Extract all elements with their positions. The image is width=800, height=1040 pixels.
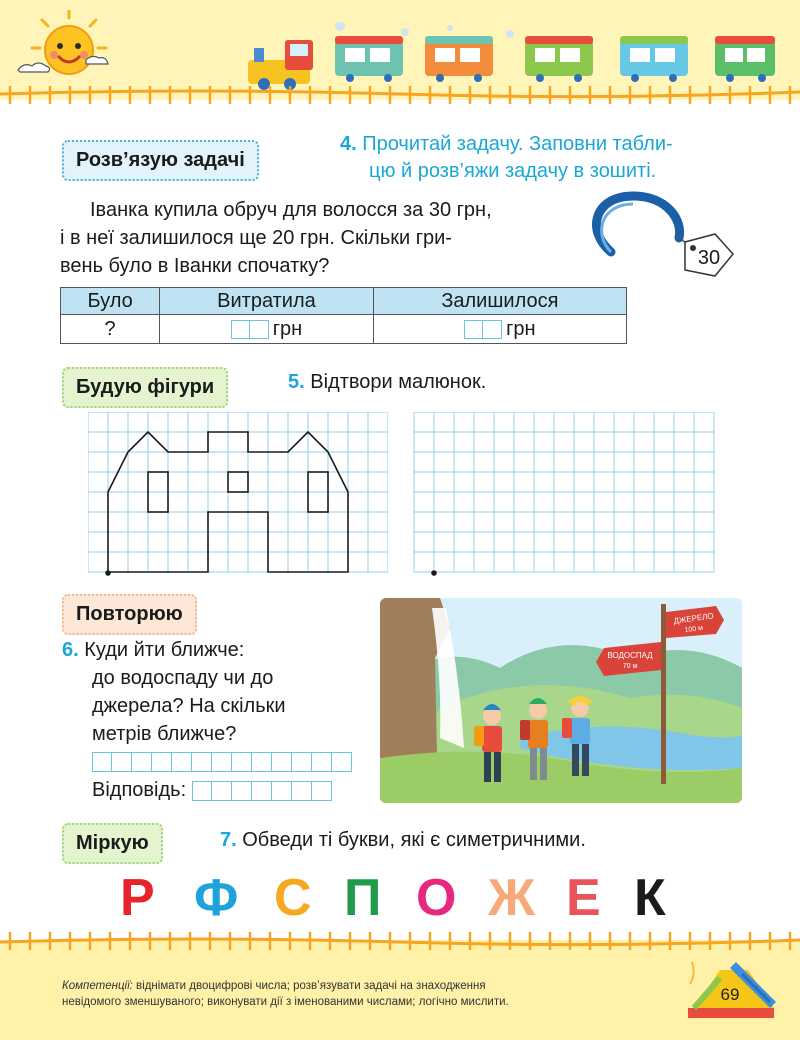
table-header-left: Залишилося xyxy=(373,288,626,315)
task6-line2: до водоспаду чи до xyxy=(92,667,274,689)
answer-row xyxy=(92,779,332,802)
solution-cell[interactable] xyxy=(312,752,332,772)
competencies-text-line2: невідомого зменшуваного; виконувати дії з іменованими числами; логічно мислити. xyxy=(62,996,509,1008)
competencies-text-line1: віднімати двоцифрові числа; розв’язувати задачі на знаходження xyxy=(132,980,486,992)
answer-cells[interactable] xyxy=(192,781,332,801)
problem-line3: вень було в Іванки спочатку? xyxy=(60,255,330,277)
table-cell-spent[interactable] xyxy=(160,315,374,344)
sign-spring-name: ДЖЕРЕЛО xyxy=(673,611,715,626)
table-unit-left: грн xyxy=(506,317,536,340)
answer-cell[interactable] xyxy=(312,781,332,801)
answer-label: Відповідь: xyxy=(92,779,187,801)
top-fence-decoration xyxy=(0,84,800,106)
task6-line4: метрів ближче? xyxy=(92,723,237,745)
task7-instruction-text: Обведи ті букви, які є симетричними. xyxy=(242,829,586,851)
task6-line1: Куди йти ближче: xyxy=(84,639,245,661)
section-label-solving-problems: Розв’язую задачі xyxy=(62,140,259,181)
start-point-marker xyxy=(105,570,111,576)
letter-r[interactable]: Р xyxy=(120,869,155,927)
sun-illustration xyxy=(14,10,114,90)
letters-row xyxy=(120,868,680,927)
solution-cell[interactable] xyxy=(272,752,292,772)
solution-cell[interactable] xyxy=(252,752,272,772)
task5-instruction xyxy=(288,371,486,394)
task6-question xyxy=(62,636,362,748)
solution-cell[interactable] xyxy=(112,752,132,772)
task4-instruction-line1: Прочитай задачу. Заповни табли- xyxy=(362,133,673,155)
answer-cell[interactable] xyxy=(212,781,232,801)
answer-cell[interactable] xyxy=(292,781,312,801)
answer-digit-box[interactable] xyxy=(483,320,502,339)
sample-drawing-grid xyxy=(88,412,388,576)
letter-zh[interactable]: Ж xyxy=(488,869,535,927)
task4-table xyxy=(60,287,627,344)
task4-problem-text xyxy=(60,196,570,280)
task5-number: 5. xyxy=(288,371,305,393)
answer-digit-box[interactable] xyxy=(250,320,269,339)
solution-cells-row[interactable] xyxy=(92,752,352,772)
table-unit-spent: грн xyxy=(272,317,303,340)
empty-drawing-grid[interactable] xyxy=(413,412,716,576)
task5-instruction-text: Відтвори малюнок. xyxy=(310,371,487,393)
start-point-marker xyxy=(431,570,437,576)
table-cell-had xyxy=(61,315,160,344)
table-header-spent: Витратила xyxy=(160,288,374,315)
competencies-label: Компетенції: xyxy=(62,980,133,992)
bottom-fence-decoration xyxy=(0,930,800,952)
sign-waterfall-distance: 70 м xyxy=(622,663,638,670)
waterfall-spring-scene-illustration xyxy=(380,598,742,803)
hair-hoop-price-tag-illustration xyxy=(575,190,745,290)
section-label-repeating: Повторюю xyxy=(62,594,197,635)
task4-instruction xyxy=(340,131,750,185)
letter-k[interactable]: К xyxy=(634,869,666,927)
table-header-had: Було xyxy=(61,288,160,315)
sign-waterfall-name: ВОДОСПАД xyxy=(607,651,653,660)
answer-cell[interactable] xyxy=(232,781,252,801)
task6-line3: джерела? На скільки xyxy=(92,695,286,717)
answer-digit-box[interactable] xyxy=(464,320,483,339)
problem-line2: і в неї залишилося ще 20 грн. Скільки гри- xyxy=(60,227,452,249)
sign-spring-distance: 100 м xyxy=(684,624,704,635)
task4-number: 4. xyxy=(340,133,357,155)
letter-s[interactable]: С xyxy=(274,869,312,927)
solution-cell[interactable] xyxy=(152,752,172,772)
task6-number: 6. xyxy=(62,639,79,661)
solution-cell[interactable] xyxy=(132,752,152,772)
table-cell-left[interactable] xyxy=(373,315,626,344)
answer-cell[interactable] xyxy=(192,781,212,801)
problem-line1: Іванка купила обруч для волосся за 30 грн, xyxy=(90,199,492,221)
task7-instruction xyxy=(220,829,586,852)
letter-p[interactable]: П xyxy=(344,869,382,927)
task7-number: 7. xyxy=(220,829,237,851)
section-label-reasoning: Міркую xyxy=(62,823,163,864)
letter-o[interactable]: О xyxy=(416,869,457,927)
answer-cell[interactable] xyxy=(252,781,272,801)
solution-cell[interactable] xyxy=(212,752,232,772)
section-label-building-figures: Будую фігури xyxy=(62,367,228,408)
competencies-footer xyxy=(62,978,662,1010)
answer-digit-box[interactable] xyxy=(231,320,250,339)
page-number: 69 xyxy=(720,985,740,1004)
price-tag-value: 30 xyxy=(697,247,721,269)
answer-cell[interactable] xyxy=(272,781,292,801)
letter-f[interactable]: Ф xyxy=(194,869,239,927)
solution-cell[interactable] xyxy=(332,752,352,772)
task4-instruction-line2: цю й розв’яжи задачу в зошиті. xyxy=(369,160,657,182)
solution-cell[interactable] xyxy=(172,752,192,772)
train-illustration xyxy=(240,22,780,92)
table-cell-had-value: ? xyxy=(104,317,116,340)
solution-cell[interactable] xyxy=(232,752,252,772)
letter-ye[interactable]: Е xyxy=(566,869,601,927)
solution-cell[interactable] xyxy=(192,752,212,772)
solution-cell[interactable] xyxy=(92,752,112,772)
solution-cell[interactable] xyxy=(292,752,312,772)
